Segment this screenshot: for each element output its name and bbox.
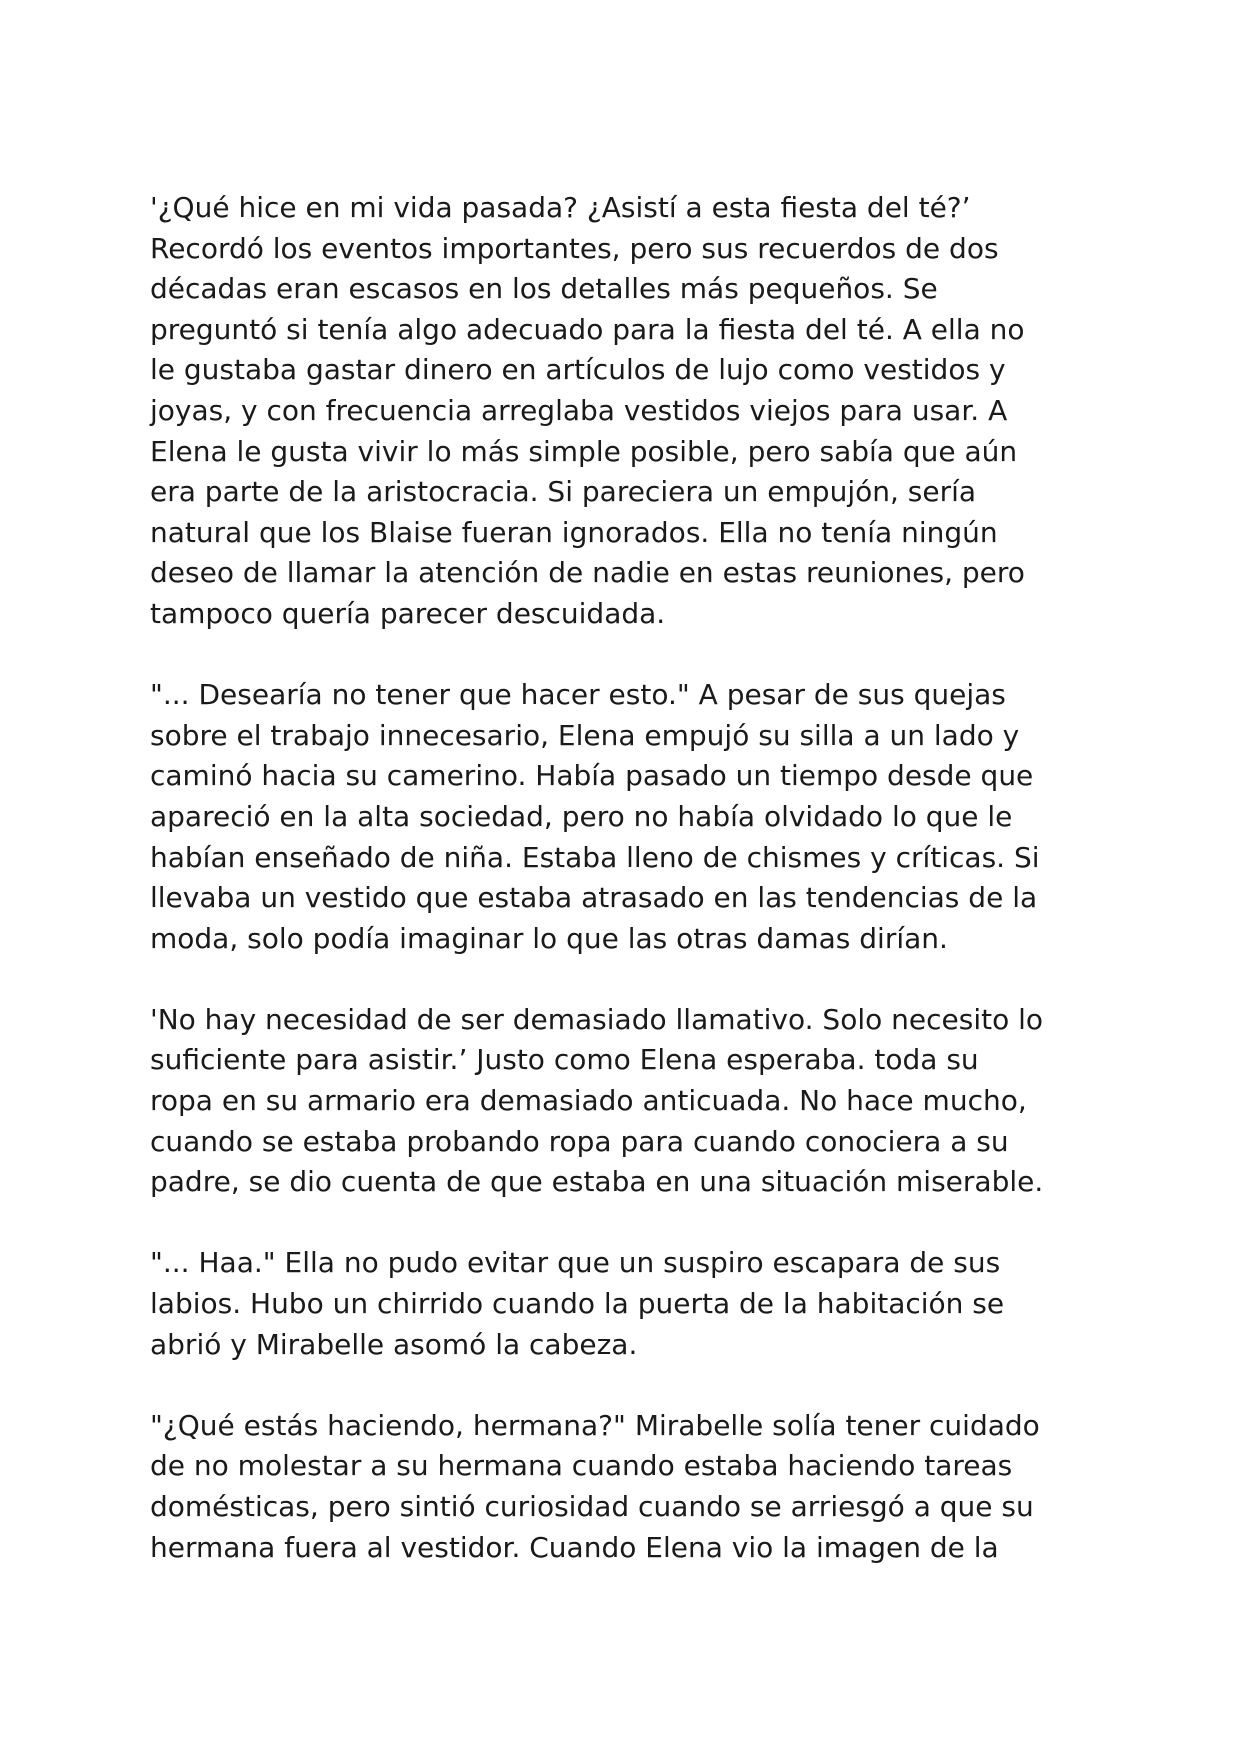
paragraph-3: 'No hay necesidad de ser demasiado llamativo. Solo necesito lo suficiente para asistir.’ Justo como Elena esperaba. toda su ropa en su armario era demasiado anticuada. No hace mucho, cuando se estaba probando ropa para cuando conociera a su padre, se dio cuenta de que estaba en una situación miserable.	[150, 1002, 1044, 1199]
paragraph-1: '¿Qué hice en mi vida pasada? ¿Asistí a esta fiesta del té?’ Recordó los eventos importantes, pero sus recuerdos de dos décadas eran escasos en los detalles más pequeños. Se preguntó si tenía algo adecuado para la fiesta del té. A ella no le gustaba gastar dinero en artículos de lujo como vestidos y joyas, y con frecuencia arreglaba vestidos viejos para usar. A Elena le gusta vivir lo más simple posible, pero sabía que aún era parte de la aristocracia. Si pareciera un empujón, sería natural que los Blaise fueran ignorados. Ella no tenía ningún deseo de llamar la atención de nadie en estas reuniones, pero tampoco quería parecer descuidada.	[150, 191, 1025, 630]
document-page	[150, 188, 1100, 1609]
paragraph-4: "... Haa." Ella no pudo evitar que un suspiro escapara de sus labios. Hubo un chirrido cuando la puerta de la habitación se abrió y Mirabelle asomó la cabeza.	[150, 1246, 1005, 1361]
paragraph-2: "... Desearía no tener que hacer esto." A pesar de sus quejas sobre el trabajo innecesario, Elena empujó su silla a un lado y caminó hacia su camerino. Había pasado un tiempo desde que apareció en la alta sociedad, pero no había olvidado lo que le habían enseñado de niña. Estaba lleno de chismes y críticas. Si llevaba un vestido que estaba atrasado en las tendencias de la moda, solo podía imaginar lo que las otras damas dirían.	[150, 678, 1040, 955]
paragraph-5: "¿Qué estás haciendo, hermana?" Mirabelle solía tener cuidado de no molestar a su hermana cuando estaba haciendo tareas domésticas, pero sintió curiosidad cuando se arriesgó a que su hermana fuera al vestidor. Cuando Elena vio la imagen de la	[150, 1408, 1040, 1564]
